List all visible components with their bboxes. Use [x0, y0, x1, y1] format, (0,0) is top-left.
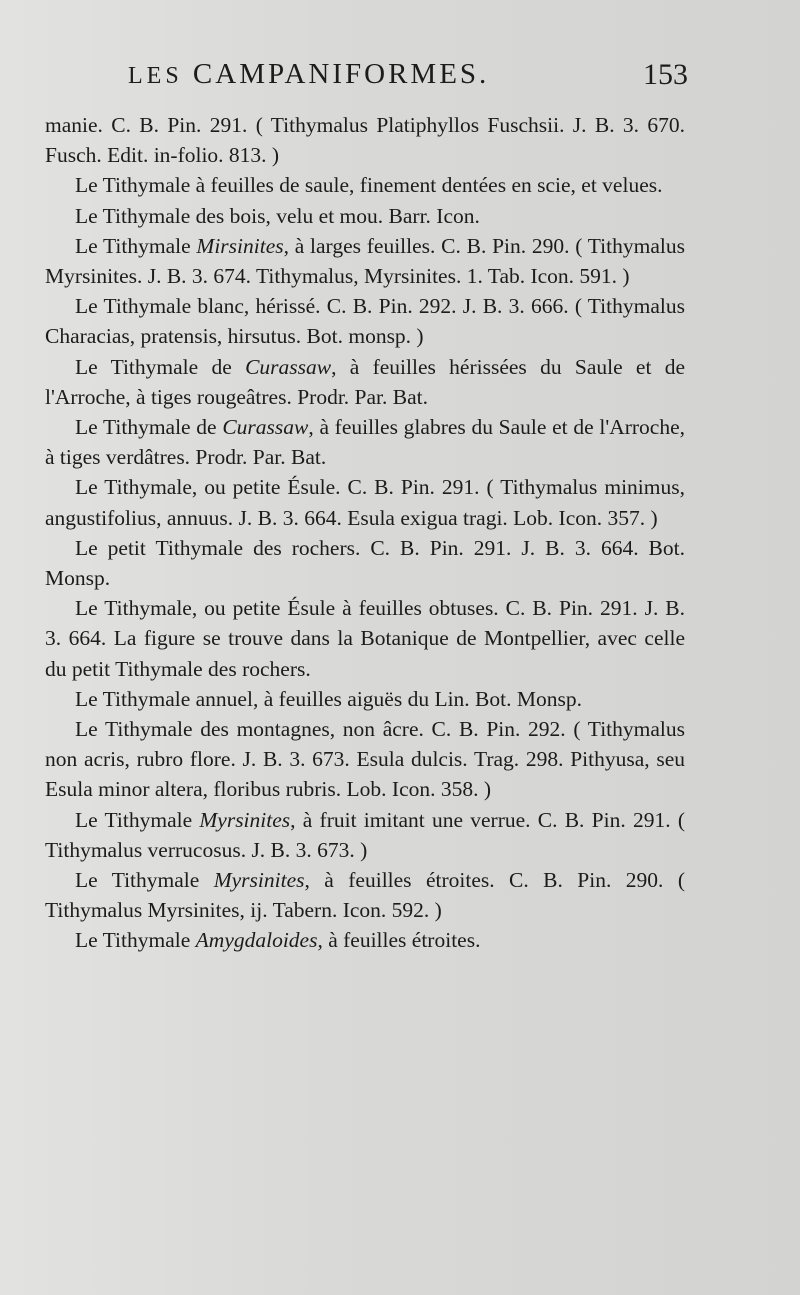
species-name: Curassaw [245, 354, 332, 379]
running-head-main: CAMPANIFORMES. [192, 58, 490, 90]
paragraph-entry: Le Tithymale annuel, à feuilles aiguës du Lin. Bot. Monsp. [75, 686, 582, 711]
paragraph-entry: Le Tithymale Myrsinites, à feuilles étroites. C. B. Pin. 290. ( Tithymalus Myrsinites, ij. Tabern. Icon. 592. ) [45, 868, 685, 923]
page-number: 153 [643, 58, 688, 91]
paragraph-entry: Le Tithymale Amygdaloides, à feuilles étroites. [75, 928, 481, 953]
paragraph-entry: Le petit Tithymale des rochers. C. B. Pin. 291. J. B. 3. 664. Bot. Monsp. [45, 535, 685, 591]
body-text [45, 110, 685, 956]
paragraph-entry: Le Tithymale Mirsinites, à larges feuilles. C. B. Pin. 290. ( Tithymalus Myrsinites. J. B. 3. 674. Tithymalus, Myrsinites. 1. Tab. Icon. 591. ) [45, 233, 685, 289]
species-name: Amygdaloides [195, 928, 318, 953]
paragraph-entry: Le Tithymale, ou petite Ésule. C. B. Pin. 291. ( Tithymalus minimus, angustifolius, annuus. J. B. 3. 664. Esula exigua tragi. Lob. Icon. 357. ) [45, 475, 685, 530]
paragraph-entry: Le Tithymale de Curassaw, à feuilles glabres du Saule et de l'Arroche, à tiges verdâtres. Prodr. Par. Bat. [45, 415, 686, 470]
paragraph-entry: Le Tithymale à feuilles de saule, finement dentées en scie, et velues. [75, 173, 663, 198]
paragraph-entry: Le Tithymale, ou petite Ésule à feuilles obtuses. C. B. Pin. 291. J. B. 3. 664. La figure se trouve dans la Botanique de Montpellier, avec celle du petit Tithymale des rochers. [45, 596, 685, 681]
paragraph-entry: Le Tithymale blanc, hérissé. C. B. Pin. 292. J. B. 3. 666. ( Tithymalus Characias, pratensis, hirsutus. Bot. monsp. ) [45, 294, 685, 349]
paragraph-continuation: manie. C. B. Pin. 291. ( Tithymalus Platiphyllos Fuschsii. J. B. 3. 670. Fusch. Edit. in-folio. 813. ) [45, 113, 685, 168]
paragraph-entry: Le Tithymale Myrsinites, à fruit imitant une verrue. C. B. Pin. 291. ( Tithymalus verrucosus. J. B. 3. 673. ) [45, 807, 685, 862]
species-name: Curassaw [222, 415, 309, 440]
page-header [128, 58, 688, 98]
running-head [128, 58, 489, 91]
paragraph-entry: Le Tithymale des montagnes, non âcre. C. B. Pin. 292. ( Tithymalus non acris, rubro flore. J. B. 3. 673. Esula dulcis. Trag. 298. Pithyusa, seu Esula minor altera, floribus rubris. Lob. Icon. 358. ) [45, 717, 685, 802]
running-head-small: LES [128, 63, 183, 89]
paragraph-entry: Le Tithymale des bois, velu et mou. Barr. Icon. [75, 203, 480, 228]
species-name: Mirsinites [196, 233, 284, 258]
species-name: Myrsinites [199, 807, 291, 832]
paragraph-entry: Le Tithymale de Curassaw, à feuilles hérissées du Saule et de l'Arroche, à tiges rougeâtres. Prodr. Par. Bat. [45, 354, 686, 409]
species-name: Myrsinites [213, 868, 305, 893]
